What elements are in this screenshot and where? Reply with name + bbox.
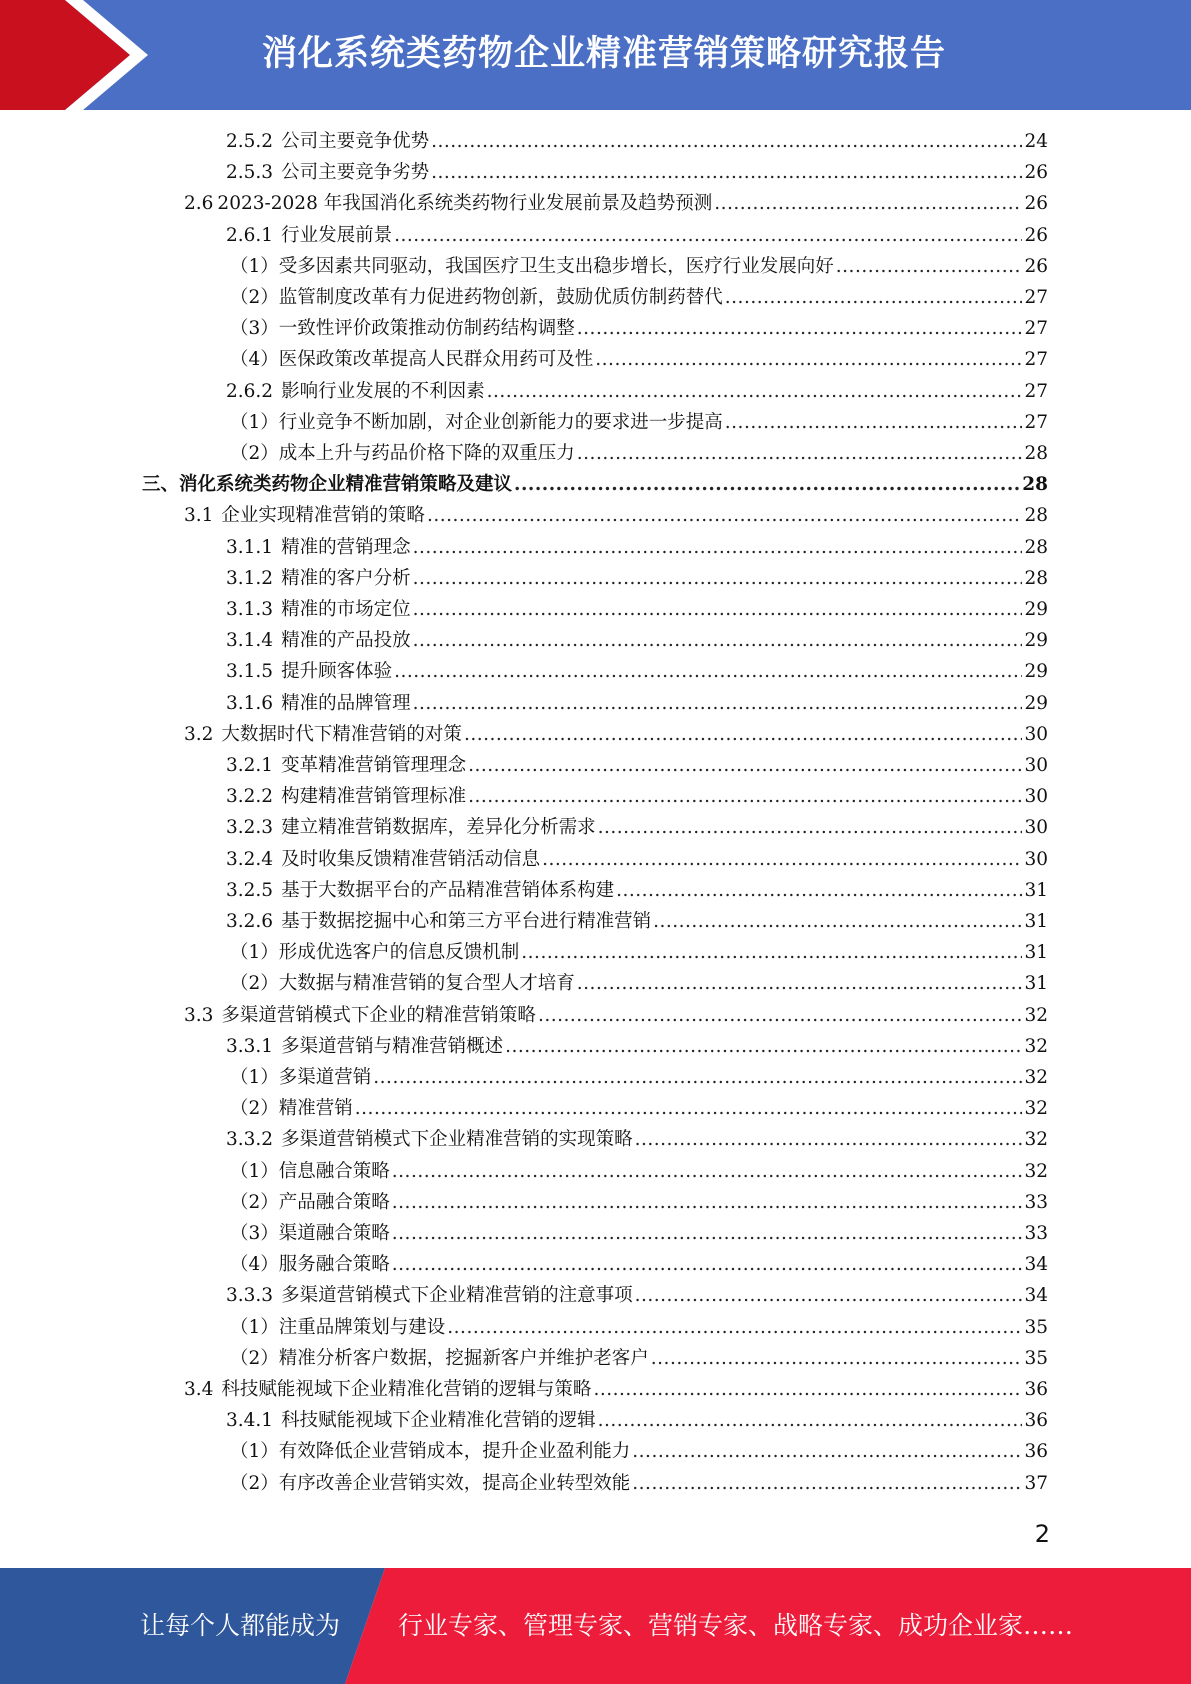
toc-dot-leader: [394, 220, 1022, 251]
footer-slogan-right: 行业专家、管理专家、营销专家、战略专家、成功企业家……: [398, 1611, 1074, 1640]
toc-entry-title: 有效降低企业营销成本，提升企业盈利能力: [278, 1441, 631, 1462]
toc-entry-title: 2023-2028 年我国消化系统类药物行业发展前景及趋势预测: [217, 193, 713, 214]
toc-entry[interactable]: [226, 781, 1048, 812]
toc-entry[interactable]: [230, 438, 1048, 469]
toc-entry-number: 3.2.1: [226, 755, 274, 776]
toc-entry[interactable]: [230, 1436, 1048, 1467]
toc-entry-title: 公司主要竞争劣势: [281, 162, 430, 183]
toc-entry[interactable]: [230, 1312, 1048, 1343]
toc-entry-number: （2）: [230, 1348, 279, 1369]
toc-entry-title: 精准的营销理念: [281, 537, 411, 558]
toc-dot-leader: [836, 251, 1023, 282]
toc-entry-title: 科技赋能视域下企业精准化营销的逻辑: [281, 1410, 596, 1431]
toc-entry-page: 36: [1024, 1379, 1048, 1400]
toc-dot-leader: [392, 1218, 1023, 1249]
toc-dot-leader: [392, 1187, 1023, 1218]
toc-entry-title: 精准的市场定位: [281, 599, 411, 620]
toc-entry-page: 32: [1024, 1161, 1048, 1182]
toc-entry-page: 32: [1024, 1129, 1048, 1150]
toc-entry-number: （2）: [230, 973, 279, 994]
toc-entry[interactable]: [226, 906, 1048, 937]
toc-entry[interactable]: [226, 157, 1048, 188]
toc-entry-number: （1）: [230, 1067, 279, 1088]
toc-entry-title: 有序改善企业营销实效，提高企业转型效能: [278, 1473, 631, 1494]
toc-entry-title: 精准营销: [278, 1098, 353, 1119]
toc-entry-page: 31: [1024, 880, 1048, 901]
toc-entry-title: 精准分析客户数据，挖掘新客户并维护老客户: [278, 1348, 649, 1369]
toc-dot-leader: [577, 438, 1023, 469]
toc-entry-title: 大数据与精准营销的复合型人才培育: [278, 973, 575, 994]
toc-entry-page: 30: [1024, 817, 1048, 838]
toc-dot-leader: [447, 1312, 1022, 1343]
toc-entry[interactable]: [226, 532, 1048, 563]
toc-entry[interactable]: [226, 1405, 1048, 1436]
footer-slogan-left: 让每个人都能成为: [140, 1611, 341, 1640]
toc-entry-page: 28: [1022, 474, 1048, 495]
toc-dot-leader: [616, 875, 1022, 906]
toc-entry[interactable]: [184, 500, 1048, 531]
toc-entry-page: 31: [1024, 973, 1048, 994]
toc-dot-leader: [653, 906, 1022, 937]
toc-entry-number: 3.3.3: [226, 1285, 274, 1306]
toc-entry-page: 27: [1024, 318, 1048, 339]
toc-dot-leader: [392, 1249, 1023, 1280]
toc-entry-title: 基于数据挖掘中心和第三方平台进行精准营销: [281, 911, 652, 932]
toc-entry[interactable]: [226, 688, 1048, 719]
toc-dot-leader: [413, 625, 1023, 656]
toc-entry-number: 2.6: [184, 193, 214, 214]
toc-entry[interactable]: [226, 875, 1048, 906]
toc-entry-page: 37: [1024, 1473, 1048, 1494]
toc-dot-leader: [635, 1280, 1023, 1311]
toc-entry-title: 精准的品牌管理: [281, 693, 411, 714]
toc-entry-title: 及时收集反馈精准营销活动信息: [281, 849, 541, 870]
toc-entry-title: 服务融合策略: [278, 1254, 390, 1275]
toc-entry-title: 影响行业发展的不利因素: [281, 381, 485, 402]
page-number: 2: [1034, 1520, 1050, 1548]
toc-entry-title: 多渠道营销模式下企业精准营销的实现策略: [281, 1129, 633, 1150]
toc-dot-leader: [632, 1436, 1022, 1467]
toc-dot-leader: [468, 750, 1022, 781]
toc-entry-page: 32: [1024, 1067, 1048, 1088]
toc-entry-title: 多渠道营销: [278, 1067, 372, 1088]
toc-entry-title: 科技赋能视域下企业精准化营销的逻辑与策略: [221, 1379, 592, 1400]
toc-entry-page: 31: [1024, 942, 1048, 963]
toc-entry-number: （1）: [230, 256, 279, 277]
toc-entry-page: 28: [1024, 443, 1048, 464]
toc-entry-title: 一致性评价政策推动仿制药结构调整: [278, 318, 575, 339]
toc-dot-leader: [598, 812, 1023, 843]
toc-entry-number: （1）: [230, 942, 279, 963]
toc-dot-leader: [651, 1343, 1023, 1374]
toc-entry[interactable]: [226, 220, 1048, 251]
toc-entry-page: 27: [1024, 412, 1048, 433]
toc-entry[interactable]: [142, 469, 1048, 500]
toc-entry-number: 2.6.2: [226, 381, 274, 402]
toc-entry-number: 3.1.4: [226, 630, 274, 651]
toc-entry-page: 30: [1024, 849, 1048, 870]
toc-entry-title: 构建精准营销管理标准: [281, 786, 467, 807]
toc-entry-number: （2）: [230, 1098, 279, 1119]
toc-entry[interactable]: [226, 844, 1048, 875]
header-chevron-icon: [0, 0, 160, 110]
toc-entry-page: 26: [1024, 225, 1048, 246]
toc-entry[interactable]: [230, 1187, 1048, 1218]
toc-entry-page: 34: [1024, 1254, 1048, 1275]
toc-entry-number: （1）: [230, 1441, 279, 1462]
toc-entry[interactable]: [226, 625, 1048, 656]
toc-entry-number: 三、: [142, 474, 180, 495]
toc-dot-leader: [392, 1156, 1023, 1187]
toc-dot-leader: [431, 157, 1022, 188]
toc-entry-title: 形成优选客户的信息反馈机制: [278, 942, 520, 963]
toc-dot-leader: [514, 469, 1020, 500]
toc-entry[interactable]: [226, 812, 1048, 843]
toc-entry-number: （2）: [230, 287, 279, 308]
toc-dot-leader: [714, 188, 1022, 219]
toc-dot-leader: [521, 937, 1022, 968]
toc-entry[interactable]: [226, 126, 1048, 157]
toc-entry[interactable]: [230, 282, 1048, 313]
toc-entry-page: 29: [1024, 661, 1048, 682]
toc-entry-page: 26: [1024, 256, 1048, 277]
toc-dot-leader: [577, 968, 1023, 999]
toc-entry-number: 3.1.1: [226, 537, 274, 558]
toc-entry-title: 精准的客户分析: [281, 568, 411, 589]
toc-dot-leader: [431, 126, 1022, 157]
toc-entry-number: （4）: [230, 1254, 279, 1275]
toc-entry-title: 多渠道营销模式下企业的精准营销策略: [221, 1005, 536, 1026]
toc-entry-number: 3.3.1: [226, 1036, 274, 1057]
toc-entry[interactable]: [230, 251, 1048, 282]
toc-entry-title: 产品融合策略: [278, 1192, 390, 1213]
toc-dot-leader: [413, 563, 1023, 594]
report-title: 消化系统类药物企业精准营销策略研究报告: [262, 34, 947, 74]
toc-entry-number: 3.4: [184, 1379, 214, 1400]
toc-entry-number: 3.1.3: [226, 599, 274, 620]
toc-entry-page: 26: [1024, 162, 1048, 183]
toc-entry-title: 医保政策改革提高人民群众用药可及性: [278, 349, 594, 370]
toc-entry-title: 行业竞争不断加剧，对企业创新能力的要求进一步提高: [278, 412, 723, 433]
toc-entry[interactable]: [230, 1156, 1048, 1187]
toc-entry-page: 29: [1024, 630, 1048, 651]
toc-entry[interactable]: [226, 563, 1048, 594]
toc-entry-number: （4）: [230, 349, 279, 370]
toc-entry-title: 提升顾客体验: [281, 661, 393, 682]
toc-entry-number: 3.1.6: [226, 693, 274, 714]
toc-entry[interactable]: [230, 1218, 1048, 1249]
toc-entry-page: 33: [1024, 1192, 1048, 1213]
toc-entry[interactable]: [230, 1062, 1048, 1093]
toc-dot-leader: [413, 594, 1023, 625]
toc-dot-leader: [355, 1093, 1023, 1124]
toc-entry[interactable]: [226, 750, 1048, 781]
toc-entry-number: 3.1.2: [226, 568, 274, 589]
toc-entry-page: 28: [1024, 505, 1048, 526]
toc-entry-title: 企业实现精准营销的策略: [221, 505, 425, 526]
toc-entry-title: 大数据时代下精准营销的对策: [221, 724, 462, 745]
toc-dot-leader: [505, 1031, 1022, 1062]
toc-entry-number: （3）: [230, 1223, 279, 1244]
toc-entry-number: 3.2.6: [226, 911, 274, 932]
toc-dot-leader: [538, 1000, 1023, 1031]
toc-entry-page: 27: [1024, 381, 1048, 402]
toc-entry-page: 28: [1024, 568, 1048, 589]
toc-entry-number: 3.2.5: [226, 880, 274, 901]
toc-entry-page: 28: [1024, 537, 1048, 558]
toc-entry[interactable]: [184, 1374, 1048, 1405]
toc-entry-title: 多渠道营销与精准营销概述: [281, 1036, 504, 1057]
toc-entry[interactable]: [226, 1031, 1048, 1062]
toc-dot-leader: [635, 1124, 1023, 1155]
toc-entry-title: 多渠道营销模式下企业精准营销的注意事项: [281, 1285, 633, 1306]
toc-entry[interactable]: [230, 1343, 1048, 1374]
toc-entry-page: 36: [1024, 1441, 1048, 1462]
toc-entry-number: 3.4.1: [226, 1410, 274, 1431]
toc-entry[interactable]: [230, 968, 1048, 999]
toc-entry-number: 3.1: [184, 505, 214, 526]
toc-entry-page: 36: [1024, 1410, 1048, 1431]
toc-entry[interactable]: [226, 1280, 1048, 1311]
toc-entry-page: 24: [1024, 131, 1048, 152]
toc-entry-page: 27: [1024, 349, 1048, 370]
toc-entry-title: 行业发展前景: [281, 225, 393, 246]
toc-entry-page: 27: [1024, 287, 1048, 308]
toc-entry-number: 2.5.2: [226, 131, 274, 152]
toc-entry-page: 35: [1024, 1348, 1048, 1369]
toc-dot-leader: [725, 407, 1023, 438]
toc-entry-page: 31: [1024, 911, 1048, 932]
toc-entry[interactable]: [184, 1000, 1048, 1031]
toc-dot-leader: [413, 532, 1023, 563]
toc-dot-leader: [394, 656, 1022, 687]
toc-entry-title: 渠道融合策略: [278, 1223, 390, 1244]
toc-entry-page: 30: [1024, 724, 1048, 745]
toc-entry[interactable]: [226, 1124, 1048, 1155]
header-band: [0, 0, 1191, 110]
footer-band: [0, 1568, 1191, 1684]
toc-entry-title: 消化系统类药物企业精准营销策略及建议: [179, 474, 513, 495]
toc-entry[interactable]: [226, 376, 1048, 407]
toc-entry[interactable]: [184, 188, 1048, 219]
toc-entry-page: 34: [1024, 1285, 1048, 1306]
toc-entry-number: （1）: [230, 1317, 279, 1338]
toc-dot-leader: [427, 500, 1023, 531]
toc-entry-number: （1）: [230, 1161, 279, 1182]
toc-dot-leader: [542, 844, 1022, 875]
toc-entry[interactable]: [184, 719, 1048, 750]
toc-entry[interactable]: [230, 313, 1048, 344]
toc-entry[interactable]: [230, 1468, 1048, 1499]
toc-dot-leader: [373, 1062, 1022, 1093]
toc-entry-title: 注重品牌策划与建设: [278, 1317, 446, 1338]
toc-entry-title: 变革精准营销管理理念: [281, 755, 467, 776]
toc-entry-number: （2）: [230, 1473, 279, 1494]
toc-entry-page: 30: [1024, 786, 1048, 807]
toc-dot-leader: [595, 344, 1022, 375]
toc-entry-title: 受多因素共同驱动，我国医疗卫生支出稳步增长，医疗行业发展向好: [278, 256, 834, 277]
toc-entry-number: （2）: [230, 443, 279, 464]
toc-entry-title: 公司主要竞争优势: [281, 131, 430, 152]
toc-entry-page: 29: [1024, 693, 1048, 714]
toc-entry-number: 2.5.3: [226, 162, 274, 183]
toc-dot-leader: [413, 688, 1023, 719]
toc-entry-number: 3.2.4: [226, 849, 274, 870]
toc-entry-page: 30: [1024, 755, 1048, 776]
toc-entry-number: 3.3.2: [226, 1129, 274, 1150]
toc-entry-page: 26: [1024, 193, 1048, 214]
toc-entry[interactable]: [230, 937, 1048, 968]
toc-dot-leader: [632, 1468, 1022, 1499]
toc-entry-page: 32: [1024, 1005, 1048, 1026]
toc-dot-leader: [464, 719, 1023, 750]
toc-entry-number: 3.2.3: [226, 817, 274, 838]
toc-dot-leader: [487, 376, 1023, 407]
toc-dot-leader: [593, 1374, 1022, 1405]
toc-dot-leader: [725, 282, 1023, 313]
toc-dot-leader: [598, 1405, 1023, 1436]
toc-entry-number: （2）: [230, 1192, 279, 1213]
toc-entry-number: 3.2: [184, 724, 214, 745]
toc-entry[interactable]: [226, 594, 1048, 625]
toc-entry-page: 35: [1024, 1317, 1048, 1338]
toc-entry-title: 监管制度改革有力促进药物创新，鼓励优质仿制药替代: [278, 287, 723, 308]
toc-entry-number: 2.6.1: [226, 225, 274, 246]
toc-entry[interactable]: [226, 656, 1048, 687]
toc-entry-number: 3.1.5: [226, 661, 274, 682]
toc-entry[interactable]: [230, 1249, 1048, 1280]
toc-entry-title: 成本上升与药品价格下降的双重压力: [278, 443, 575, 464]
toc-entry[interactable]: [230, 407, 1048, 438]
toc-entry-title: 基于大数据平台的产品精准营销体系构建: [281, 880, 615, 901]
toc-entry-number: （3）: [230, 318, 279, 339]
toc-entry-title: 建立精准营销数据库，差异化分析需求: [281, 817, 596, 838]
toc-entry-number: （1）: [230, 412, 279, 433]
toc-entry-number: 3.2.2: [226, 786, 274, 807]
toc-entry[interactable]: [230, 344, 1048, 375]
toc-entry-title: 精准的产品投放: [281, 630, 411, 651]
toc-entry[interactable]: [230, 1093, 1048, 1124]
toc-entry-page: 29: [1024, 599, 1048, 620]
toc-entry-number: 3.3: [184, 1005, 214, 1026]
toc-entry-title: 信息融合策略: [278, 1161, 390, 1182]
toc-dot-leader: [468, 781, 1022, 812]
toc-entry-page: 33: [1024, 1223, 1048, 1244]
toc-dot-leader: [577, 313, 1023, 344]
toc-entry-page: 32: [1024, 1036, 1048, 1057]
toc-entry-page: 32: [1024, 1098, 1048, 1119]
